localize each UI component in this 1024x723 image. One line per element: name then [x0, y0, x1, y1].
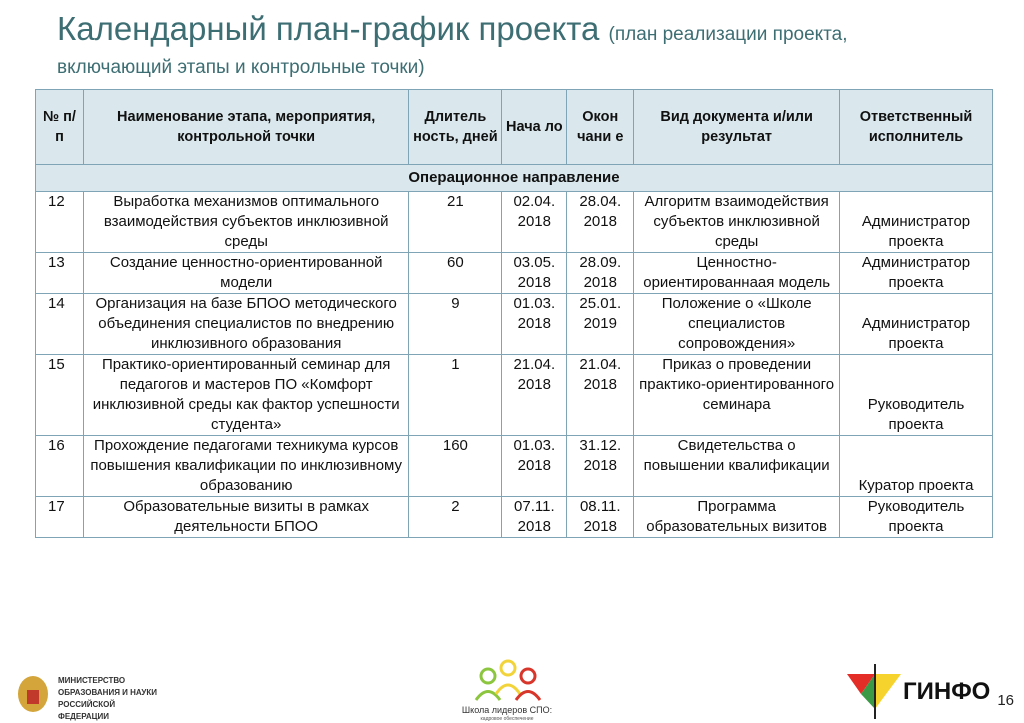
- title-sub2: включающий этапы и контрольные точки): [57, 57, 425, 78]
- col-end: Окон чани е: [567, 90, 634, 165]
- col-name: Наименование этапа, мероприятия, контрольной точки: [83, 90, 408, 165]
- slide-title: [57, 10, 848, 80]
- duration: 9: [409, 294, 502, 355]
- title-sub: (план реализации проекта,: [608, 24, 848, 45]
- stage-name: Организация на базе БПОО методического объединения специалистов по внедрению инклюзивного образования: [83, 294, 408, 355]
- footer: [0, 650, 1024, 723]
- col-document: Вид документа и/или результат: [634, 90, 840, 165]
- title-main: Календарный план-график проекта: [57, 10, 600, 47]
- table-row: [36, 253, 993, 294]
- table-row: [36, 192, 993, 253]
- start-date: 21.04. 2018: [502, 355, 567, 436]
- end-date: 08.11. 2018: [567, 497, 634, 538]
- ginfo-logo-text: ГИНФО: [903, 678, 991, 705]
- section-label: Операционное направление: [36, 165, 993, 192]
- table-row: [36, 355, 993, 436]
- duration: 160: [409, 436, 502, 497]
- start-date: 01.03. 2018: [502, 436, 567, 497]
- start-date: 02.04. 2018: [502, 192, 567, 253]
- document: Ценностно-ориентированнаая модель: [634, 253, 840, 294]
- ministry-logo-text: МИНИСТЕРСТВО ОБРАЗОВАНИЯ И НАУКИ РОССИЙСКОЙ ФЕДЕРАЦИИ: [58, 676, 157, 721]
- row-number: 13: [36, 253, 84, 294]
- end-date: 28.04. 2018: [567, 192, 634, 253]
- stage-name: Практико-ориентированный семинар для педагогов и мастеров ПО «Комфорт инклюзивной среды как фактор успешности студента»: [83, 355, 408, 436]
- row-number: 15: [36, 355, 84, 436]
- start-date: 01.03. 2018: [502, 294, 567, 355]
- duration: 2: [409, 497, 502, 538]
- start-date: 07.11. 2018: [502, 497, 567, 538]
- stage-name: Выработка механизмов оптимального взаимодействия субъектов инклюзивной среды: [83, 192, 408, 253]
- school-logo-text: Школа лидеров СПО:: [461, 705, 553, 715]
- ministry-emblem-icon: [14, 672, 52, 720]
- table-row: [36, 294, 993, 355]
- responsible: Куратор проекта: [840, 436, 993, 497]
- responsible: Администратор проекта: [840, 253, 993, 294]
- duration: 21: [409, 192, 502, 253]
- stage-name: Создание ценностно-ориентированной модели: [83, 253, 408, 294]
- document: Приказ о проведении практико-ориентированного семинара: [634, 355, 840, 436]
- school-logo-subtext: кадровое обеспечение: [480, 716, 534, 722]
- stage-name: Образовательные визиты в рамках деятельности БПОО: [83, 497, 408, 538]
- end-date: 28.09. 2018: [567, 253, 634, 294]
- table-row: [36, 436, 993, 497]
- duration: 1: [409, 355, 502, 436]
- responsible: Руководитель проекта: [840, 497, 993, 538]
- document: Свидетельства о повышении квалификации: [634, 436, 840, 497]
- col-number: № п/п: [36, 90, 84, 165]
- document: Алгоритм взаимодействия субъектов инклюзивной среды: [634, 192, 840, 253]
- table-row: [36, 497, 993, 538]
- section-row: [36, 165, 993, 192]
- row-number: 17: [36, 497, 84, 538]
- end-date: 21.04. 2018: [567, 355, 634, 436]
- start-date: 03.05. 2018: [502, 253, 567, 294]
- col-start: Нача ло: [502, 90, 567, 165]
- ginfo-logo-icon: [845, 664, 905, 719]
- schedule-table: [35, 89, 993, 538]
- responsible: Администратор проекта: [840, 294, 993, 355]
- row-number: 14: [36, 294, 84, 355]
- document: Программа образовательных визитов: [634, 497, 840, 538]
- col-duration: Длитель ность, дней: [409, 90, 502, 165]
- duration: 60: [409, 253, 502, 294]
- responsible: Руководитель проекта: [840, 355, 993, 436]
- page-number: 16: [997, 692, 1014, 709]
- responsible: Администратор проекта: [840, 192, 993, 253]
- document: Положение о «Школе специалистов сопровождения»: [634, 294, 840, 355]
- end-date: 31.12. 2018: [567, 436, 634, 497]
- col-responsible: Ответственный исполнитель: [840, 90, 993, 165]
- stage-name: Прохождение педагогами техникума курсов повышения квалификации по инклюзивному образованию: [83, 436, 408, 497]
- row-number: 12: [36, 192, 84, 253]
- header-row: [36, 90, 993, 165]
- end-date: 25.01. 2019: [567, 294, 634, 355]
- row-number: 16: [36, 436, 84, 497]
- school-logo-icon: [458, 658, 558, 703]
